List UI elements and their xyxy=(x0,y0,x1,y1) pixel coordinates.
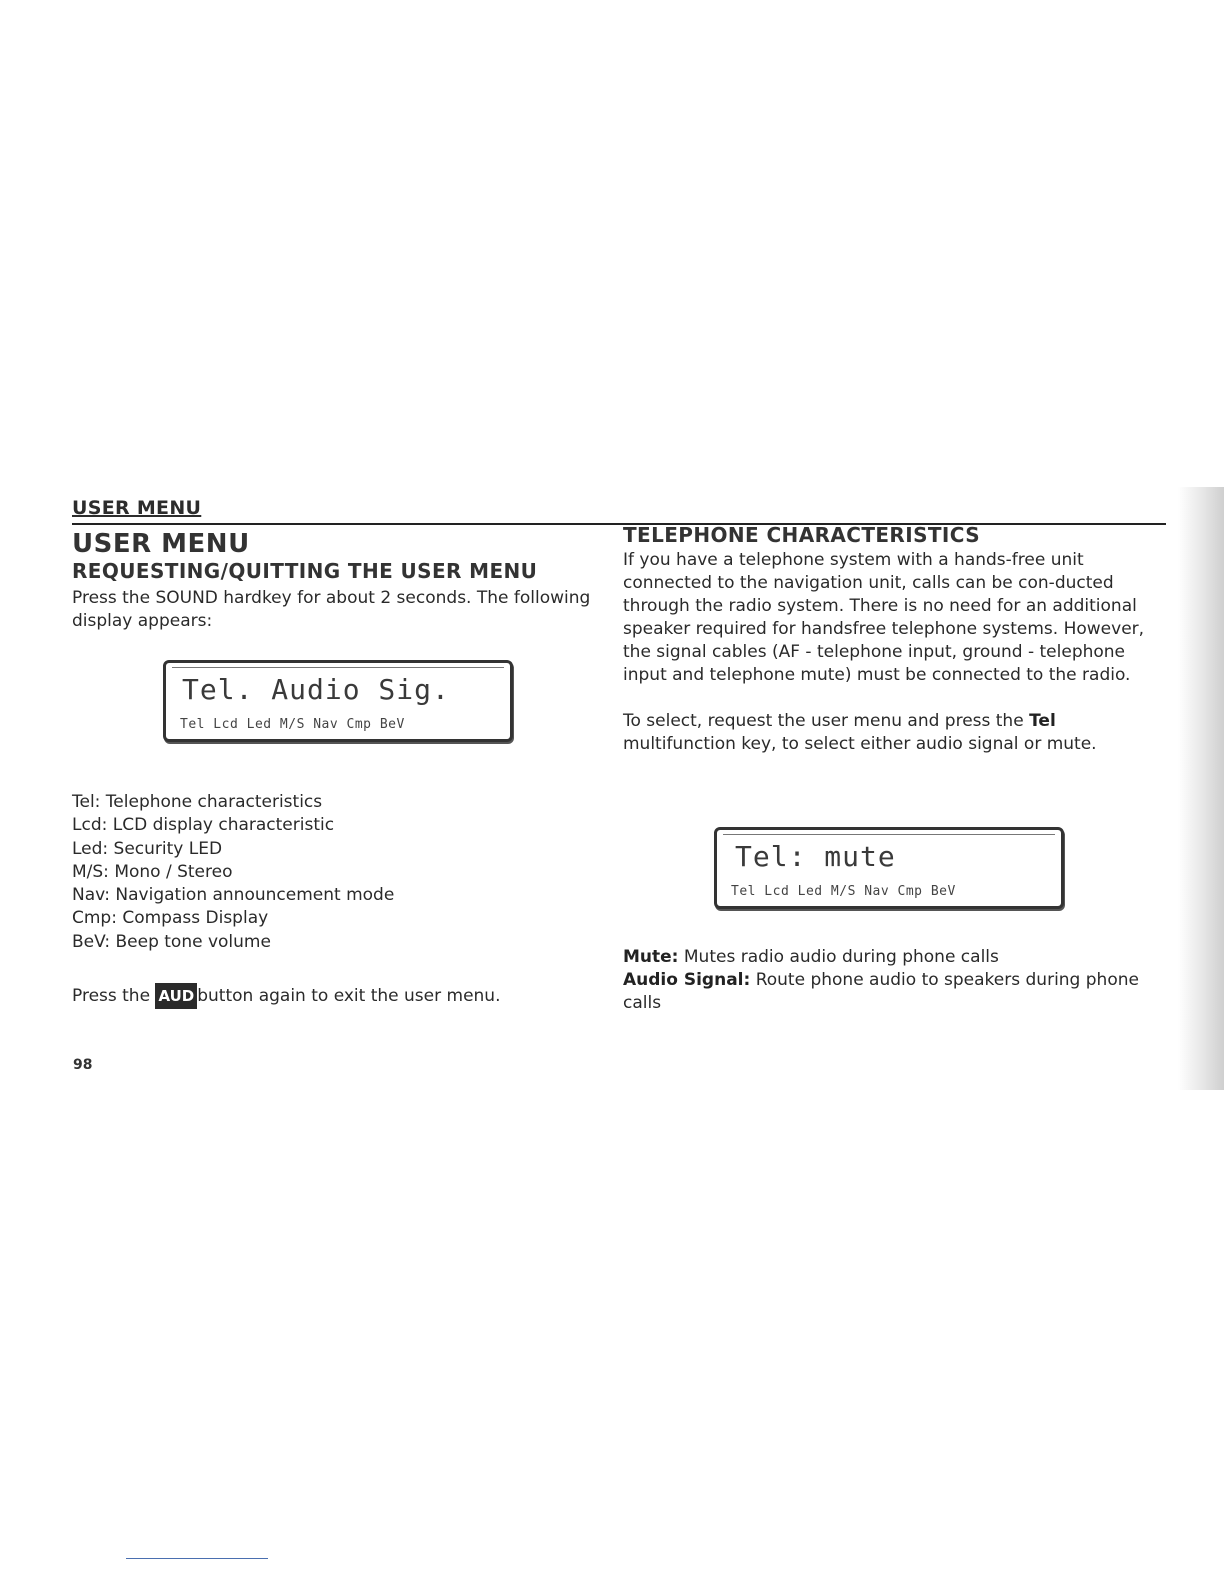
bottom-rule xyxy=(126,1558,268,1559)
lcd-top-rule xyxy=(723,834,1055,835)
select-paragraph xyxy=(623,710,1168,756)
list-item: Tel: Telephone characteristics xyxy=(72,792,323,812)
lcd-key-labels: Tel Lcd Led M/S Nav Cmp BeV xyxy=(731,884,956,899)
option-descriptions xyxy=(623,946,1168,1015)
aud-button: AUD xyxy=(155,983,197,1009)
page-edge-shadow xyxy=(1178,487,1224,1090)
select-text-after: multifunction key, to select either audio signal or mute. xyxy=(623,734,1097,754)
audio-signal-description xyxy=(623,969,1168,1015)
list-item: BeV: Beep tone volume xyxy=(72,931,271,952)
telephone-paragraph: If you have a telephone system with a hands-free unit connected to the navigation unit, calls can be con-ducted through the radio system. There is no need for an additional speaker required for handsfree telephone systems. However, the signal cables (AF - telephone input, ground - telephone input and telephone mute) must be connected to the radio. xyxy=(623,550,1145,685)
running-header-title: USER MENU xyxy=(72,497,202,519)
list-item: Led: Security LED xyxy=(72,838,223,859)
right-column xyxy=(623,523,1168,756)
tel-key-label: Tel xyxy=(1029,711,1056,731)
select-text-before: To select, request the user menu and press the xyxy=(623,711,1030,731)
lcd-main-text: Tel: mute xyxy=(735,840,896,873)
exit-text-after: button again to exit the user menu. xyxy=(197,986,501,1006)
exit-text-before: Press the xyxy=(72,986,156,1006)
audio-signal-text: Route phone audio to speakers during phone calls xyxy=(623,970,1139,1013)
lcd-display-audio-sig xyxy=(163,660,513,742)
intro-paragraph: Press the SOUND hardkey for about 2 seconds. The following display appears: xyxy=(72,588,591,631)
running-header xyxy=(72,497,1166,525)
list-item: Lcd: LCD display characteristic xyxy=(72,815,335,836)
lcd-display-mute xyxy=(714,827,1064,909)
list-item: Cmp: Compass Display xyxy=(72,908,269,929)
page-title: USER MENU xyxy=(72,529,250,559)
mute-description xyxy=(623,946,1168,969)
page-number: 98 xyxy=(73,1057,93,1073)
mute-label: Mute: xyxy=(623,947,679,967)
lcd-key-labels: Tel Lcd Led M/S Nav Cmp BeV xyxy=(180,717,405,732)
menu-key-list xyxy=(72,791,592,954)
lcd-top-rule xyxy=(172,667,504,668)
section-title-requesting: REQUESTING/QUITTING THE USER MENU xyxy=(72,559,538,583)
left-column xyxy=(72,523,592,633)
section-title-telephone: TELEPHONE CHARACTERISTICS xyxy=(623,523,981,547)
audio-signal-label: Audio Signal: xyxy=(623,970,751,990)
list-item: M/S: Mono / Stereo xyxy=(72,861,233,882)
lcd-main-text: Tel. Audio Sig. xyxy=(182,673,450,706)
mute-text: Mutes radio audio during phone calls xyxy=(678,947,999,967)
list-item: Nav: Navigation announcement mode xyxy=(72,885,395,906)
exit-instruction xyxy=(72,983,592,1009)
